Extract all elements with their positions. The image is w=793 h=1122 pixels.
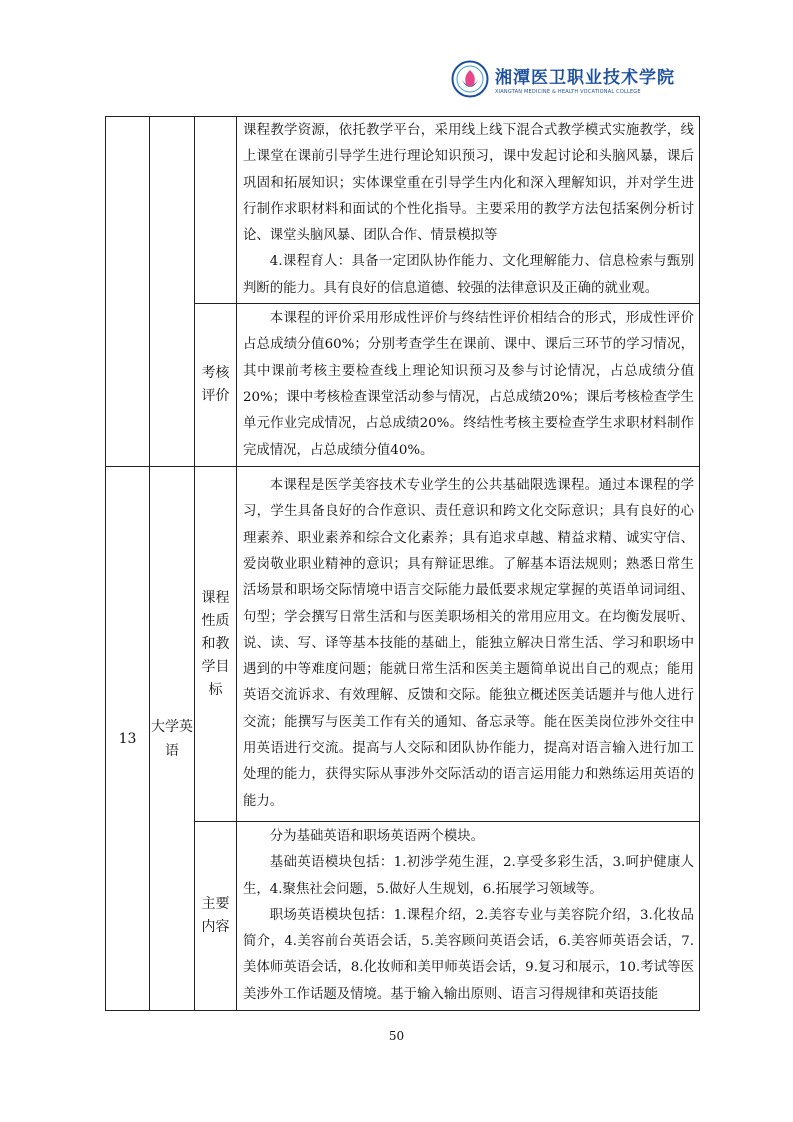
text-paragraph: 本课程的评价采用形成性评价与终结性评价相结合的形式，形成性评价占总成绩分值60%；分别考查学生在课前、课中、课后三环节的学习情况，其中课前考核主要检查线上理论知识预习及参与讨论情况，占总成绩分值20%；课中考核检查课堂活动参与情况，占总成绩20%；课后考核检查学生单元作业完成情况，占总成绩20%。终结性考核主要检查学生求职材料制作完成情况，占总成绩分值40%。 (243, 311, 694, 458)
blank-number-cell (106, 117, 150, 467)
blank-label-cell (195, 117, 237, 304)
table-row (106, 304, 700, 467)
nature-label: 课程性质和教学目标 (195, 467, 237, 822)
text-paragraph: 本课程是医学美容技术专业学生的公共基础限选课程。通过本课程的学习，学生具备良好的合作意识、责任意识和跨文化交际意识；具有良好的心理素养、职业素养和综合文化素养；具有追求卓越、精益求精、诚实守信、爱岗敬业职业精神的意识；具有辩证思维。了解基本语法规则；熟悉日常生活场景和职场交际情境中语言交际能力最低要求规定掌握的英语单词词组、句型；学会撰写日常生活和与医美职场相关的常用应用文。在均衡发展听、说、读、写、译等基本技能的基础上，能独立解决日常生活、学习和职场中遇到的中等难度问题；能就日常生活和医美主题简单说出自己的观点；能用英语交流诉求、有效理解、反馈和交际。能独立概述医美话题并与他人进行交流；能撰写与医美工作有关的通知、备忘录等。能在医美岗位涉外交往中用英语进行交流。提高与人交际和团队协作能力，提高对语言输入进行加工处理的能力，获得实际从事涉外交际活动的语言运用能力和熟练运用英语的能力。 (243, 478, 694, 809)
content-text (237, 822, 700, 1011)
page-number: 50 (388, 1029, 405, 1043)
table-row (106, 467, 700, 822)
course-name: 大学英语 (150, 467, 195, 1011)
text-paragraph: 课程教学资源，依托教学平台，采用线上线下混合式教学模式实施教学，线上课堂在课前引导学生进行理论知识预习，课中发起讨论和头脑风暴，课后巩固和拓展知识；实体课堂重在引导学生内化和深入理解知识，并对学生进行制作求职材料和面试的个性化指导。主要采用的教学方法包括案例分析讨论、课堂头脑风暴、团队合作、情景模拟等 (243, 122, 694, 244)
college-logo (451, 58, 681, 100)
text-paragraph: 基础英语模块包括：1.初涉学苑生涯，2.享受多彩生活，3.呵护健康人生，4.聚焦社会问题，5.做好人生规划，6.拓展学习领域等。 (243, 855, 694, 897)
logo-english-name: XIANGTAN MEDICINE & HEALTH VOCATIONAL COLLEGE (495, 89, 641, 95)
nature-text (237, 467, 700, 822)
college-emblem-icon (451, 60, 489, 98)
text-paragraph: 4.课程育人：具备一定团队协作能力、文化理解能力、信息检索与甄别判断的能力。具有良好的信息道德、较强的法律意识及正确的就业观。 (243, 254, 694, 296)
curriculum-table (105, 116, 700, 1011)
text-paragraph: 分为基础英语和职场英语两个模块。 (269, 828, 485, 844)
logo-chinese-name: 湘潭医卫职业技术学院 (495, 68, 675, 88)
blank-course-cell (150, 117, 195, 467)
assessment-text (237, 304, 700, 467)
text-paragraph: 职场英语模块包括：1.课程介绍，2.美容专业与美容院介绍，3.化妆品简介，4.美容前台英语会话，5.美容顾问英语会话，6.美容师英语会话，7.美体师英语会话，8.化妆师和美甲师英语会话，9.复习和展示，10.考试等医美涉外工作话题及情境。基于输入输出原则、语言习得规律和英语技能 (243, 907, 694, 1002)
table-row (106, 822, 700, 1011)
continued-teaching-text (237, 117, 700, 304)
course-number: 13 (106, 467, 150, 1011)
table-row (106, 117, 700, 304)
content-label: 主要内容 (195, 822, 237, 1011)
assessment-label: 考核评价 (195, 304, 237, 467)
